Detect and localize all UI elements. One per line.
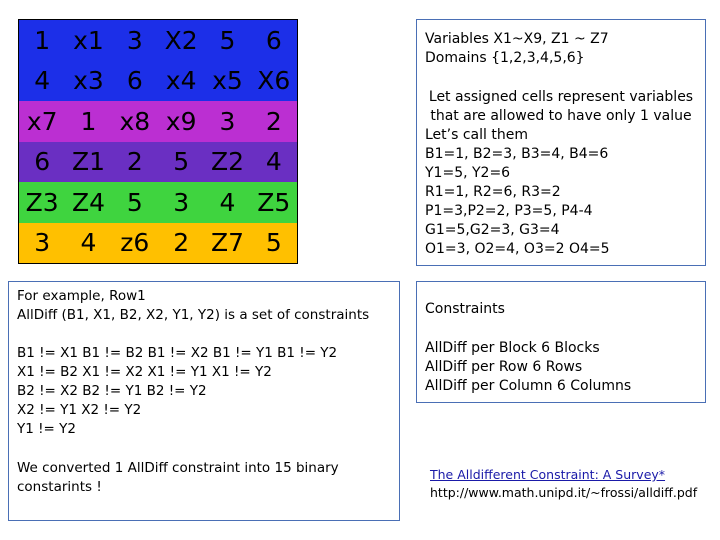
text-line: Domains {1,2,3,4,5,6} (425, 50, 585, 66)
example-box (8, 281, 400, 521)
grid-cell: 5 (219, 25, 236, 55)
band-yellow (19, 223, 297, 264)
text-line: Y1=5, Y2=6 (425, 165, 511, 181)
text-line: B2 != X2 B2 != Y1 B2 != Y2 (17, 383, 207, 399)
grid-cell: Z1 (71, 147, 106, 177)
text-line: For example, Row1 (17, 288, 146, 304)
grid-cell: Z3 (25, 187, 59, 217)
grid-cell: 6 (265, 25, 282, 55)
text-line: constarints ! (17, 479, 102, 495)
grid-cell: x7 (26, 106, 58, 136)
reference-url[interactable]: http://www.math.unipd.it/~frossi/alldiff.pdf (430, 485, 698, 500)
text-line: X2 != Y1 X2 != Y2 (17, 402, 142, 418)
grid-cell: Z7 (210, 228, 244, 258)
grid-cell: 6 (34, 147, 51, 177)
text-line: Variables X1~X9, Z1 ~ Z7 (425, 31, 609, 47)
grid-cell: x9 (165, 106, 197, 136)
grid-cell: 4 (34, 66, 51, 96)
grid-cell: 3 (173, 187, 190, 217)
grid-cell: Z4 (71, 187, 106, 217)
grid-cell: Z5 (257, 187, 291, 217)
constraints-title: Constraints (425, 301, 505, 317)
text-line: Let’s call them (425, 127, 528, 143)
text-line: B1 != X1 B1 != B2 B1 != X2 B1 != Y1 B1 != Y2 (17, 345, 338, 361)
grid-cell: 1 (34, 25, 51, 55)
band-blue (19, 20, 297, 101)
text-line: O1=3, O2=4, O3=2 O4=5 (425, 241, 610, 257)
grid-cell: 3 (34, 228, 51, 258)
text-line: R1=1, R2=6, R3=2 (425, 184, 561, 200)
grid-cell: 5 (126, 187, 143, 217)
grid-cell: x1 (73, 25, 104, 55)
list-item: AllDiff per Row 6 Rows (425, 359, 583, 375)
grid-row-2 (19, 61, 297, 102)
grid-cell: X6 (257, 66, 291, 96)
grid-cell: 2 (173, 228, 190, 258)
binary-constraints (17, 344, 337, 439)
grid-row-1 (19, 20, 297, 61)
band-green (19, 182, 297, 223)
grid-cell: 2 (126, 147, 143, 177)
grid-cell: X2 (164, 25, 198, 55)
assignments-text (417, 88, 705, 259)
grid-cell: 4 (265, 147, 282, 177)
grid-cell: Z2 (210, 147, 244, 177)
text-line: Y1 != Y2 (17, 421, 76, 437)
grid-cell: 5 (173, 147, 190, 177)
grid-cell: 6 (126, 66, 143, 96)
variables-box (416, 19, 706, 266)
band-purple (19, 142, 297, 183)
grid-cell: 1 (80, 106, 97, 136)
grid-cell: 3 (219, 106, 236, 136)
text-line: that are allowed to have only 1 value (430, 108, 692, 124)
text-line: X1 != B2 X1 != X2 X1 != Y1 X1 != Y2 (17, 364, 272, 380)
constraints-list (425, 339, 631, 396)
grid-cell: x5 (212, 66, 243, 96)
conclusion-text (17, 459, 339, 497)
text-line: G1=5,G2=3, G3=4 (425, 222, 560, 238)
list-item: AllDiff per Block 6 Blocks (425, 340, 600, 356)
grid-cell: 2 (265, 106, 282, 136)
constraints-box (416, 281, 706, 403)
grid-cell: 3 (126, 25, 143, 55)
grid-cell: 4 (219, 187, 236, 217)
survey-link[interactable]: The Alldifferent Constraint: A Survey* (430, 467, 666, 482)
grid-cell: x8 (119, 106, 151, 136)
sudoku-grid (18, 19, 298, 264)
grid-cell: x4 (165, 66, 197, 96)
variables-domains (425, 30, 609, 68)
reference (430, 466, 697, 502)
grid-cell: x3 (73, 66, 104, 96)
text-line: P1=3,P2=2, P3=5, P4-4 (425, 203, 593, 219)
list-item: AllDiff per Column 6 Columns (425, 378, 632, 394)
grid-cell: z6 (120, 228, 150, 258)
text-line: B1=1, B2=3, B3=4, B4=6 (425, 146, 609, 162)
text-line: We converted 1 AllDiff constraint into 15 binary (17, 460, 339, 476)
text-line: Let assigned cells represent variables (428, 89, 694, 105)
grid-cell: 4 (80, 228, 97, 258)
grid-cell: 5 (265, 228, 282, 258)
text-line: AllDiff (B1, X1, B2, X2, Y1, Y2) is a set of constraints (17, 307, 370, 323)
band-magenta (19, 101, 297, 142)
example-text (17, 287, 369, 325)
